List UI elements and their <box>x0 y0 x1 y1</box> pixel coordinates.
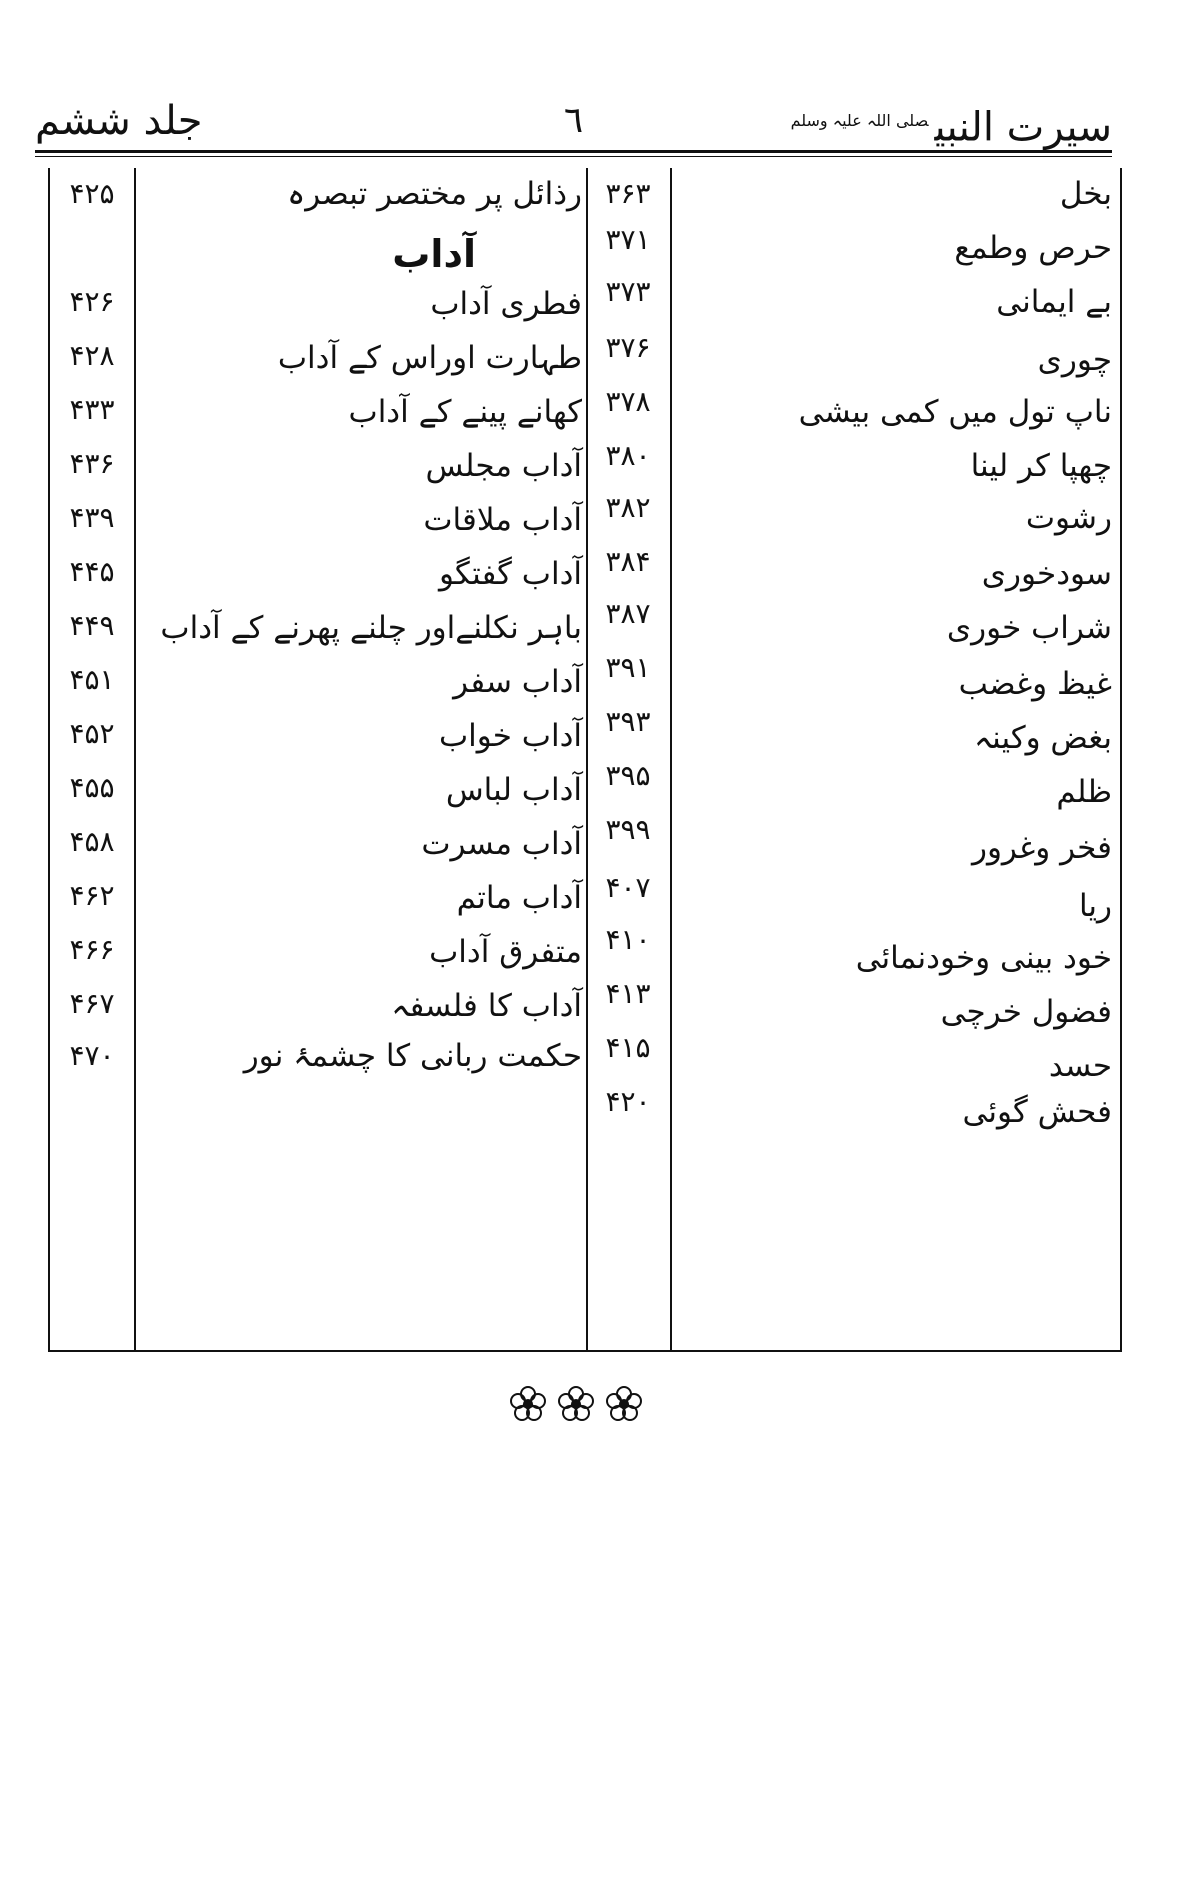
toc-entry-page: ۴۲۰ <box>605 1085 651 1118</box>
honorific-text: صلی اللہ علیہ وسلم <box>790 111 929 130</box>
toc-entry-title[interactable]: آداب ماتم <box>456 880 582 916</box>
flower-ornament-icon <box>556 1384 596 1424</box>
toc-entry-page: ۳۸۴ <box>605 545 651 578</box>
toc-entry-page: ۳۷۸ <box>605 385 651 418</box>
toc-entry-title[interactable]: آداب گفتگو <box>439 556 582 592</box>
toc-entry-page: ۴۴۹ <box>69 609 115 642</box>
section-heading: آداب <box>392 232 476 276</box>
header-rule-thick <box>35 150 1112 153</box>
toc-entry-title[interactable]: فحش گوئی <box>962 1094 1112 1130</box>
toc-entry-page: ۴۶۷ <box>69 987 115 1020</box>
volume-label: جلد ششم <box>35 98 203 144</box>
toc-entry-title[interactable]: حرص وطمع <box>954 230 1112 266</box>
toc-entry-title[interactable]: بغض وکینہ <box>973 720 1112 756</box>
toc-entry-title[interactable]: ظلم <box>1056 774 1112 810</box>
toc-entry-page: ۳۹۹ <box>605 813 651 846</box>
toc-entry-title[interactable]: چھپا کر لینا <box>970 448 1112 484</box>
toc-entry-page: ۳۶۳ <box>605 177 651 210</box>
toc-entry-page: ۴۴۵ <box>69 555 115 588</box>
book-title-text: سیرت النبی <box>934 104 1112 151</box>
toc-entry-page: ۴۶۲ <box>69 879 115 912</box>
toc-entry-title[interactable]: غیظ وغضب <box>958 666 1112 702</box>
toc-entry-title[interactable]: متفرق آداب <box>429 934 582 970</box>
toc-entry-page: ۴۵۱ <box>69 663 115 696</box>
toc-entry-page: ۴۰۷ <box>605 871 651 904</box>
toc-entry-title[interactable]: آداب خواب <box>438 718 582 754</box>
toc-entry-title[interactable]: فطری آداب <box>430 286 582 322</box>
toc-entry-page: ۳۹۳ <box>605 705 651 738</box>
toc-entry-page: ۳۷۳ <box>605 275 651 308</box>
ornament-row <box>0 1384 1192 1434</box>
toc-entry-title[interactable]: بخل <box>1059 176 1112 212</box>
toc-entry-title[interactable]: فخر وغرور <box>971 830 1112 866</box>
toc-entry-title[interactable]: خود بینی وخودنمائی <box>855 940 1112 976</box>
header-rule-thin <box>35 156 1112 157</box>
toc-entry-page: ۳۷۶ <box>605 331 651 364</box>
toc-entry-title[interactable]: حسد <box>1048 1048 1112 1084</box>
book-title <box>791 92 1112 156</box>
toc-entry-title[interactable]: باہر نکلنےاور چلنے پھرنے کے آداب <box>160 610 582 646</box>
toc-entry-title[interactable]: آداب لباس <box>445 772 582 808</box>
toc-entry-page: ۴۵۸ <box>69 825 115 858</box>
column-divider <box>134 168 136 1350</box>
toc-entry-page: ۳۹۱ <box>605 651 651 684</box>
running-head <box>35 92 1112 150</box>
toc-entry-title[interactable]: فضول خرچی <box>940 994 1112 1030</box>
toc-entry-page: ۴۱۳ <box>605 977 651 1010</box>
toc-entry-page: ۴۲۵ <box>69 177 115 210</box>
toc-entry-title[interactable]: بے ایمانی <box>996 284 1112 320</box>
toc-entry-title[interactable]: کھانے پینے کے آداب <box>348 394 582 430</box>
toc-entry-page: ۴۶۶ <box>69 933 115 966</box>
flower-ornament-icon <box>508 1384 548 1424</box>
toc-entry-page: ۴۳۳ <box>69 393 115 426</box>
toc-entry-page: ۳۹۵ <box>605 759 651 792</box>
toc-entry-title[interactable]: آداب مسرت <box>421 826 582 862</box>
toc-entry-title[interactable]: ناپ تول میں کمی بیشی <box>798 394 1112 430</box>
toc-entry-title[interactable]: ریا <box>1078 888 1112 924</box>
toc-entry-title[interactable]: رشوت <box>1025 500 1112 536</box>
table-of-contents <box>48 168 1122 1352</box>
toc-entry-page: ۴۱۵ <box>605 1031 651 1064</box>
toc-entry-page: ۳۸۷ <box>605 597 651 630</box>
toc-entry-page: ۴۷۰ <box>69 1039 115 1072</box>
toc-entry-title[interactable]: چوری <box>1037 342 1112 378</box>
toc-entry-page: ۴۲۶ <box>69 285 115 318</box>
flower-ornament-icon <box>604 1384 644 1424</box>
toc-entry-page: ۴۳۹ <box>69 501 115 534</box>
toc-entry-page: ۴۲۸ <box>69 339 115 372</box>
toc-entry-title[interactable]: آداب مجلس <box>425 448 582 484</box>
toc-entry-page: ۴۱۰ <box>605 923 651 956</box>
toc-entry-page: ۳۷۱ <box>605 223 651 256</box>
page-number: ٦ <box>563 100 584 141</box>
toc-entry-title[interactable]: آداب کا فلسفہ <box>391 988 582 1024</box>
toc-entry-title[interactable]: آداب سفر <box>453 664 582 700</box>
toc-entry-title[interactable]: شراب خوری <box>946 610 1112 646</box>
toc-entry-title[interactable]: آداب ملاقات <box>423 502 582 538</box>
toc-entry-page: ۴۵۲ <box>69 717 115 750</box>
toc-entry-page: ۴۵۵ <box>69 771 115 804</box>
toc-entry-title[interactable]: حکمت ربانی کا چشمۂ نور <box>243 1038 582 1074</box>
toc-entry-title[interactable]: رذائل پر مختصر تبصرہ <box>287 176 582 212</box>
toc-entry-title[interactable]: طہارت اوراس کے آداب <box>277 340 582 376</box>
toc-entry-page: ۳۸۲ <box>605 491 651 524</box>
toc-entry-page: ۴۳۶ <box>69 447 115 480</box>
toc-entry-title[interactable]: سودخوری <box>981 556 1112 592</box>
toc-entry-page: ۳۸۰ <box>605 439 651 472</box>
